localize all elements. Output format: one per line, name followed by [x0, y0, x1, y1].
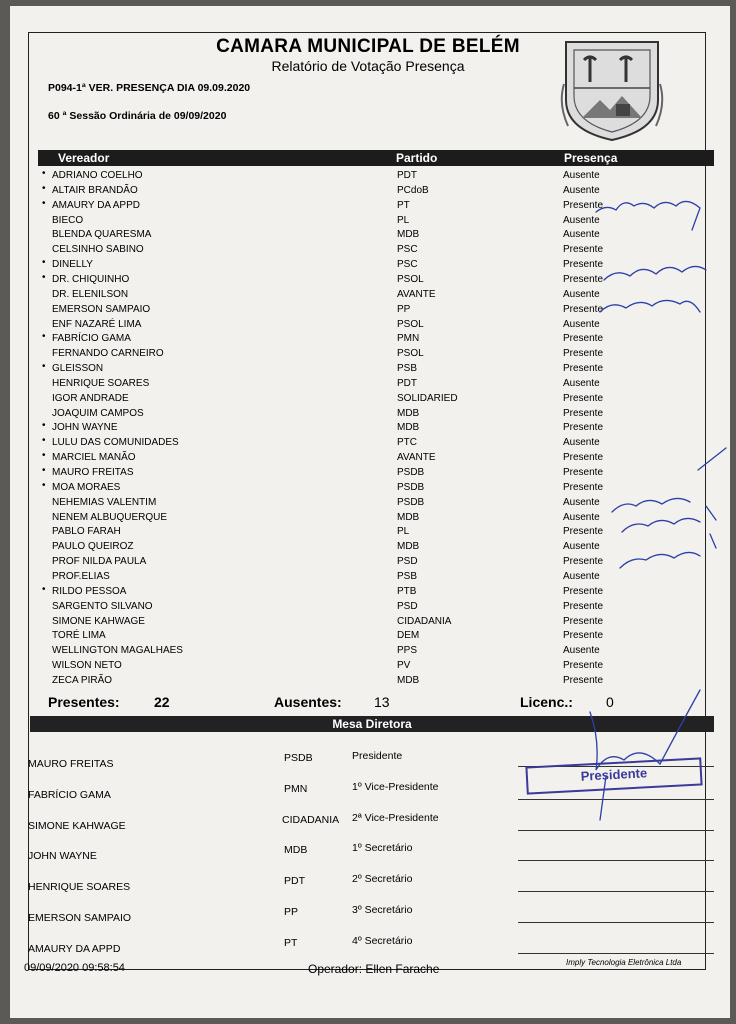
board-member-name: EMERSON SAMPAIO [28, 912, 132, 924]
vereador-name: GLEISSON [52, 363, 104, 375]
table-row [0, 183, 736, 197]
absent-label: Ausentes: [274, 694, 342, 710]
party-cell: PDT [397, 170, 417, 181]
signature-line [518, 860, 714, 861]
presence-status: Presente [563, 407, 604, 419]
board-member-role: Presidente [352, 750, 403, 762]
signature-line [518, 953, 714, 954]
table-row [0, 554, 736, 568]
leave-label: Licenc.: [520, 694, 573, 710]
vereador-name: SARGENTO SILVANO [52, 600, 153, 612]
table-row [0, 213, 736, 227]
table-row [0, 614, 736, 628]
president-stamp: Presidente [525, 757, 702, 794]
table-row [0, 673, 736, 687]
table-row [0, 420, 736, 434]
party-cell: PSDB [397, 496, 425, 508]
party-cell: MDB [397, 511, 420, 523]
table-row [0, 450, 736, 464]
row-mark: • [42, 420, 46, 432]
party-cell: PDT [397, 377, 417, 389]
table-header [38, 150, 714, 166]
row-mark: • [42, 361, 46, 373]
page-subtitle: Relatório de Votação Presença [271, 58, 465, 74]
absent-count: 13 [374, 694, 390, 710]
leave-count: 0 [606, 694, 614, 710]
party-cell: PSOL [397, 273, 424, 285]
table-row [0, 539, 736, 553]
vereador-name: CELSINHO SABINO [52, 244, 144, 256]
vereador-name: PABLO FARAH [52, 526, 121, 538]
party-cell: MDB [397, 541, 420, 553]
party-cell: PSDB [397, 467, 425, 478]
table-row [0, 272, 736, 286]
presence-status: Presente [563, 615, 604, 627]
present-count: 22 [154, 694, 170, 710]
row-mark: • [42, 168, 46, 179]
table-row [0, 435, 736, 449]
row-mark: • [42, 435, 46, 447]
present-label: Presentes: [48, 694, 120, 710]
presence-status: Ausente [563, 570, 600, 582]
board-member-role: 3º Secretário [352, 904, 413, 916]
presence-status: Presente [563, 363, 604, 375]
vereador-name: PAULO QUEIROZ [52, 541, 134, 553]
presence-status: Ausente [563, 511, 600, 523]
party-cell: PPS [397, 645, 418, 657]
party-cell: PSOL [397, 318, 424, 330]
party-cell: PSB [397, 363, 418, 375]
board-member-name: HENRIQUE SOARES [28, 881, 131, 894]
vereador-name: NENEM ALBUQUERQUE [52, 511, 168, 523]
row-mark: • [42, 197, 46, 209]
vendor-name: Imply Tecnologia Eletrônica Ltda [566, 958, 682, 967]
table-row [0, 658, 736, 672]
board-member-party: PSDB [284, 752, 313, 764]
vereador-name: AMAURY DA APPD [52, 199, 140, 211]
party-cell: CIDADANIA [397, 615, 452, 627]
report-line: P094-1ª VER. PRESENÇA DIA 09.09.2020 [48, 82, 251, 94]
vereador-name: JOAQUIM CAMPOS [52, 407, 144, 419]
vereador-name: WILSON NETO [52, 660, 122, 672]
party-cell: PL [397, 214, 410, 226]
row-mark: • [42, 331, 46, 343]
board-member-row [0, 871, 736, 901]
board-member-row [0, 840, 736, 870]
table-row [0, 346, 736, 360]
table-row [0, 628, 736, 642]
board-member-role: 2º Secretário [352, 873, 413, 886]
report-timestamp: 09/09/2020 09:58:54 [24, 962, 125, 974]
presence-status: Presente [563, 273, 604, 285]
board-member-party: PP [284, 906, 299, 918]
board-member-party: MDB [284, 844, 308, 857]
vereador-name: ZECA PIRÃO [52, 674, 113, 686]
operator-name: Operador: Ellen Farache [308, 962, 440, 976]
board-member-name: FABRÍCIO GAMA [28, 788, 111, 801]
party-cell: DEM [397, 630, 420, 642]
vereador-name: ALTAIR BRANDÃO [52, 184, 138, 196]
row-mark: • [42, 271, 46, 283]
vereador-name: LULU DAS COMUNIDADES [52, 437, 179, 449]
table-row [0, 584, 736, 598]
vereador-name: JOHN WAYNE [52, 422, 118, 434]
row-mark: • [42, 479, 46, 491]
board-member-role: 1º Secretário [352, 842, 413, 855]
presence-status: Ausente [563, 288, 600, 300]
table-row [0, 643, 736, 657]
vereador-name: DINELLY [52, 259, 93, 271]
board-member-name: JOHN WAYNE [28, 850, 97, 863]
table-row [0, 510, 736, 524]
table-row [0, 361, 736, 375]
board-member-party: CIDADANIA [282, 813, 340, 826]
presence-status: Presente [563, 199, 604, 211]
presence-status: Presente [563, 244, 604, 256]
presence-status: Presente [563, 422, 604, 434]
party-cell: PSD [397, 600, 418, 612]
signature-line [518, 891, 714, 892]
presence-status: Presente [563, 630, 604, 642]
table-row [0, 495, 736, 509]
board-member-name: MAURO FREITAS [28, 758, 114, 770]
presence-status: Presente [563, 526, 604, 538]
table-row [0, 480, 736, 494]
vereador-name: RILDO PESSOA [52, 585, 127, 597]
vereador-name: DR. CHIQUINHO [52, 273, 130, 285]
presence-status: Presente [563, 392, 604, 404]
column-header-status: Presença [564, 151, 618, 165]
presence-status: Presente [563, 556, 604, 568]
party-cell: PTC [397, 437, 417, 449]
presence-status: Presente [563, 585, 604, 597]
vereador-name: ADRIANO COELHO [52, 170, 143, 181]
table-row [0, 302, 736, 316]
vereador-name: MAURO FREITAS [52, 467, 134, 478]
presence-status: Presente [563, 674, 604, 686]
presence-status: Ausente [563, 214, 600, 226]
column-header-party: Partido [396, 151, 438, 165]
row-mark: • [42, 465, 46, 476]
presence-status: Ausente [563, 184, 600, 196]
party-cell: PP [397, 303, 411, 315]
row-mark: • [42, 583, 46, 595]
board-member-party: PDT [284, 875, 305, 888]
presence-status: Ausente [563, 318, 600, 330]
presence-status: Presente [563, 452, 604, 464]
vereador-name: PROF NILDA PAULA [52, 556, 147, 568]
presence-status: Ausente [563, 170, 600, 181]
table-row [0, 331, 736, 345]
vereador-name: SIMONE KAHWAGE [52, 615, 145, 627]
party-cell: PSC [397, 244, 418, 256]
table-row [0, 257, 736, 271]
vereador-name: MOA MORAES [52, 481, 121, 493]
presence-status: Ausente [563, 229, 600, 241]
party-cell: PL [397, 526, 410, 538]
board-member-role: 1º Vice-Presidente [352, 780, 439, 793]
vereador-name: EMERSON SAMPAIO [52, 303, 151, 315]
party-cell: MDB [397, 422, 420, 434]
vereador-name: NEHEMIAS VALENTIM [52, 496, 157, 508]
party-cell: PSD [397, 556, 418, 568]
board-title: Mesa Diretora [30, 716, 714, 732]
vereador-name: HENRIQUE SOARES [52, 377, 150, 389]
presence-status: Presente [563, 481, 604, 493]
table-row [0, 198, 736, 212]
vereador-name: MARCIEL MANÃO [52, 452, 136, 464]
party-cell: MDB [397, 407, 420, 419]
board-member-role: 2ª Vice-Presidente [352, 811, 439, 824]
table-row [0, 227, 736, 241]
signature-line [518, 830, 714, 831]
city-seal-icon [560, 34, 664, 144]
presence-status: Ausente [563, 496, 600, 508]
party-cell: PSOL [397, 348, 424, 360]
vereador-name: ENF NAZARÉ LIMA [52, 318, 142, 330]
party-cell: AVANTE [397, 452, 436, 464]
table-row [0, 406, 736, 420]
row-mark: • [42, 182, 46, 194]
party-cell: PSDB [397, 481, 425, 493]
table-row [0, 376, 736, 390]
presence-status: Presente [563, 303, 604, 315]
row-mark: • [42, 257, 46, 269]
presence-status: Presente [563, 333, 604, 345]
table-row [0, 569, 736, 583]
vereador-name: IGOR ANDRADE [52, 392, 129, 404]
presence-status: Presente [563, 259, 604, 271]
board-member-role: 4º Secretário [352, 934, 413, 947]
party-cell: AVANTE [397, 288, 436, 300]
vereador-name: FABRÍCIO GAMA [52, 333, 131, 345]
party-cell: PTB [397, 585, 417, 597]
board-member-name: SIMONE KAHWAGE [28, 819, 126, 832]
board-member-party: PT [284, 936, 298, 949]
vereador-name: BLENDA QUARESMA [52, 229, 152, 241]
board-member-row [0, 902, 736, 932]
party-cell: PCdoB [397, 184, 429, 196]
table-row [0, 168, 736, 182]
column-header-name: Vereador [58, 151, 110, 165]
vereador-name: PROF.ELIAS [52, 570, 110, 582]
presence-status: Ausente [563, 437, 600, 449]
party-cell: PSB [397, 570, 418, 582]
presence-status: Presente [563, 660, 604, 672]
presence-status: Presente [563, 467, 604, 478]
table-row [0, 599, 736, 613]
table-row [0, 465, 736, 479]
presence-status: Ausente [563, 377, 600, 389]
presence-status: Presente [563, 348, 604, 360]
party-cell: SOLIDARIED [397, 392, 458, 404]
session-line: 60 ª Sessão Ordinária de 09/09/2020 [48, 110, 227, 122]
signature-line [518, 799, 714, 800]
table-row [0, 524, 736, 538]
presence-status: Ausente [563, 541, 600, 553]
party-cell: PV [397, 660, 411, 672]
table-row [0, 287, 736, 301]
presence-status: Presente [563, 600, 604, 612]
vereador-name: DR. ELENILSON [52, 288, 129, 300]
vereador-name: WELLINGTON MAGALHAES [52, 645, 183, 657]
vereador-name: FERNANDO CARNEIRO [52, 348, 164, 360]
board-member-party: PMN [284, 782, 308, 795]
signature-line [518, 922, 714, 923]
vereador-name: TORÉ LIMA [52, 630, 106, 642]
party-cell: PMN [397, 333, 420, 345]
table-row [0, 391, 736, 405]
vereador-name: BIECO [52, 214, 84, 226]
party-cell: MDB [397, 674, 420, 686]
table-row [0, 317, 736, 331]
board-member-name: AMAURY DA APPD [28, 942, 121, 955]
party-cell: MDB [397, 229, 420, 241]
page-title: CAMARA MUNICIPAL DE BELÉM [216, 36, 520, 57]
presence-status: Ausente [563, 645, 600, 657]
row-mark: • [42, 450, 46, 462]
party-cell: PSC [397, 259, 418, 271]
party-cell: PT [397, 199, 410, 211]
board-member-row [0, 810, 736, 840]
table-row [0, 242, 736, 256]
